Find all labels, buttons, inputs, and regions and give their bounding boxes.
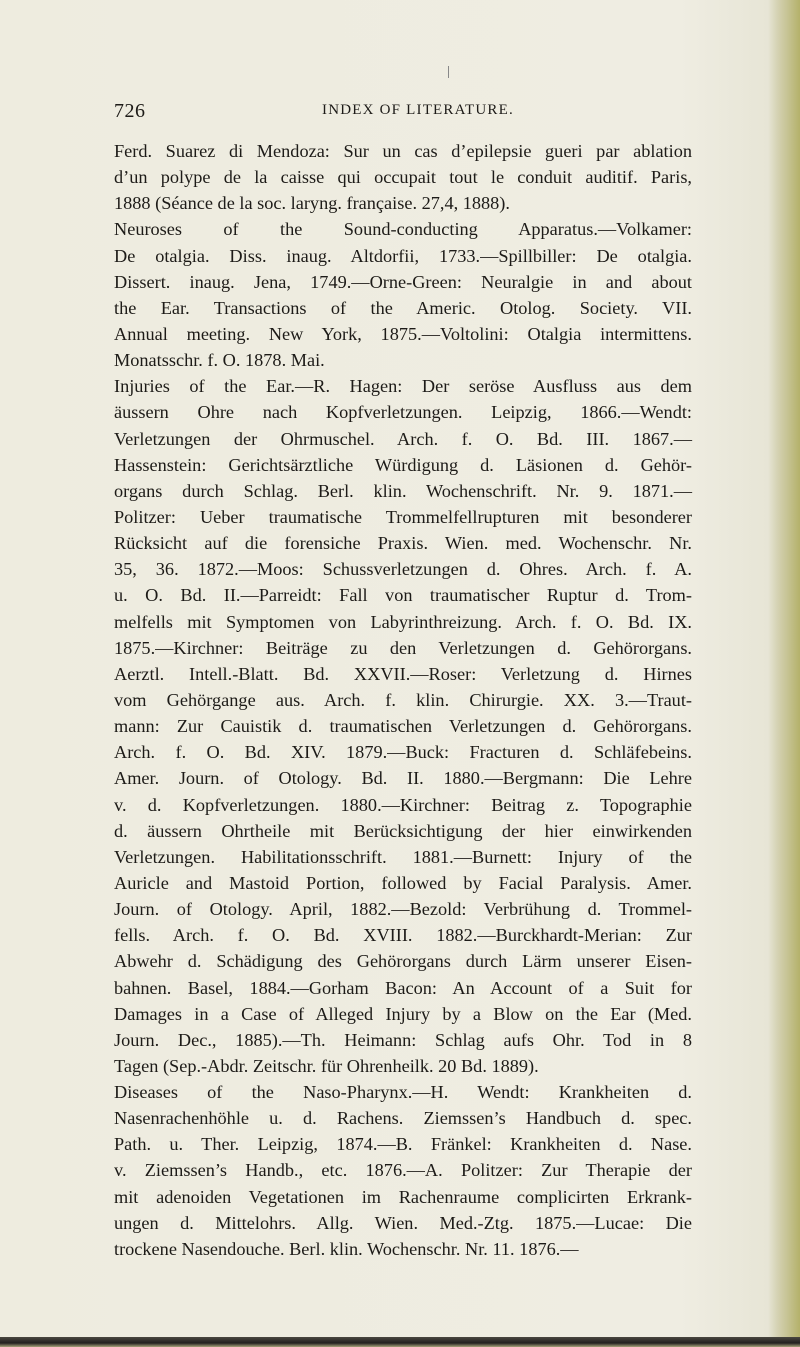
text-line: Dissert. inaug. Jena, 1749.—Orne-Green: Neuralgie in and about xyxy=(114,271,692,292)
section-heading-line: Diseases of the Naso-Pharynx.—H. Wendt: Krankheiten d. xyxy=(114,1082,692,1103)
text-line: melfells mit Symptomen von Labyrinthreizung. Arch. f. O. Bd. IX. xyxy=(114,611,692,632)
text-line: Aerztl. Intell.-Blatt. Bd. XXVII.—Roser: Verletzung d. Hirnes xyxy=(114,663,692,684)
index-text xyxy=(114,138,692,1262)
text-line: vom Gehörgange aus. Arch. f. klin. Chirurgie. XX. 3.—Traut- xyxy=(114,689,692,710)
text-line: u. O. Bd. II.—Parreidt: Fall von traumatischer Ruptur d. Trom- xyxy=(114,585,692,606)
text-line: Journ. Dec., 1885).—Th. Heimann: Schlag aufs Ohr. Tod in 8 xyxy=(114,1029,692,1050)
text-line: ungen d. Mittelohrs. Allg. Wien. Med.-Ztg. 1875.—Lucae: Die xyxy=(114,1212,692,1233)
text-line: the Ear. Transactions of the Americ. Otolog. Society. VII. xyxy=(114,297,692,318)
text-line: v. Ziemssen’s Handb., etc. 1876.—A. Politzer: Zur Therapie der xyxy=(114,1160,692,1181)
text-line: Verletzungen. Habilitationsschrift. 1881.—Burnett: Injury of the xyxy=(114,846,692,867)
text-line: Nasenrachenhöhle u. d. Rachens. Ziemssen’s Handbuch d. spec. xyxy=(114,1108,692,1129)
page-header xyxy=(114,100,674,128)
text-line: Arch. f. O. Bd. XIV. 1879.—Buck: Fracturen d. Schläfebeins. xyxy=(114,742,692,763)
text-line: Tagen (Sep.-Abdr. Zeitschr. für Ohrenheilk. 20 Bd. 1889). xyxy=(114,1055,539,1076)
page-bottom-edge xyxy=(0,1337,800,1347)
print-mark xyxy=(448,66,449,78)
text-line: Rücksicht auf die forensiche Praxis. Wien. med. Wochenschr. Nr. xyxy=(114,533,692,554)
text-line: Ferd. Suarez di Mendoza: Sur un cas d’epilepsie gueri par ablation xyxy=(114,141,692,161)
text-line: 1875.—Kirchner: Beiträge zu den Verletzungen d. Gehörorgans. xyxy=(114,637,692,658)
text-line: Politzer: Ueber traumatische Trommelfellrupturen mit besonderer xyxy=(114,506,692,527)
text-line: Annual meeting. New York, 1875.—Voltolini: Otalgia intermittens. xyxy=(114,323,692,344)
text-line: v. d. Kopfverletzungen. 1880.—Kirchner: Beitrag z. Topographie xyxy=(114,794,692,815)
text-line: fells. Arch. f. O. Bd. XVIII. 1882.—Burckhardt-Merian: Zur xyxy=(114,925,692,946)
text-line: Damages in a Case of Alleged Injury by a Blow on the Ear (Med. xyxy=(114,1003,692,1024)
text-line: Verletzungen der Ohrmuschel. Arch. f. O. Bd. III. 1867.— xyxy=(114,428,692,449)
text-line: Hassenstein: Gerichtsärztliche Würdigung d. Läsionen d. Gehör- xyxy=(114,454,692,475)
text-line: mit adenoiden Vegetationen im Rachenraume complicirten Erkrank- xyxy=(114,1186,692,1207)
text-line: Amer. Journ. of Otology. Bd. II. 1880.—Bergmann: Die Lehre xyxy=(114,768,692,789)
text-line: mann: Zur Cauistik d. traumatischen Verletzungen d. Gehörorgans. xyxy=(114,716,692,737)
text-line: Journ. of Otology. April, 1882.—Bezold: Verbrühung d. Trommel- xyxy=(114,899,692,920)
text-line: Path. u. Ther. Leipzig, 1874.—B. Fränkel: Krankheiten d. Nase. xyxy=(114,1134,692,1155)
text-line: äussern Ohre nach Kopfverletzungen. Leipzig, 1866.—Wendt: xyxy=(114,402,692,423)
text-line: bahnen. Basel, 1884.—Gorham Bacon: An Account of a Suit for xyxy=(114,977,692,998)
page-number: 726 xyxy=(114,100,146,122)
text-line: Auricle and Mastoid Portion, followed by Facial Paralysis. Amer. xyxy=(114,872,692,893)
section-heading-line: Neuroses of the Sound-conducting Apparatus.—Volkamer: xyxy=(114,219,692,240)
text-line: Abwehr d. Schädigung des Gehörorgans durch Lärm unserer Eisen- xyxy=(114,951,692,972)
text-line: organs durch Schlag. Berl. klin. Wochenschrift. Nr. 9. 1871.— xyxy=(114,480,692,501)
running-head: INDEX OF LITERATURE. xyxy=(322,102,514,118)
text-line: Monatsschr. f. O. 1878. Mai. xyxy=(114,350,325,371)
text-line: 35, 36. 1872.—Moos: Schussverletzungen d. Ohres. Arch. f. A. xyxy=(114,559,692,580)
text-line: trockene Nasendouche. Berl. klin. Wochenschr. Nr. 11. 1876.— xyxy=(114,1238,579,1259)
text-line: De otalgia. Diss. inaug. Altdorfii, 1733.—Spillbiller: De otalgia. xyxy=(114,245,692,266)
text-line: d’un polype de la caisse qui occupait tout le conduit auditif. Paris, xyxy=(114,167,692,188)
text-line: 1888 (Séance de la soc. laryng. française. 27,4, 1888). xyxy=(114,193,510,214)
section-heading-line: Injuries of the Ear.—R. Hagen: Der seröse Ausfluss aus dem xyxy=(114,376,692,397)
page-edge-shadow xyxy=(768,0,800,1347)
text-line: d. äussern Ohrtheile mit Berücksichtigung der hier einwirkenden xyxy=(114,820,692,841)
